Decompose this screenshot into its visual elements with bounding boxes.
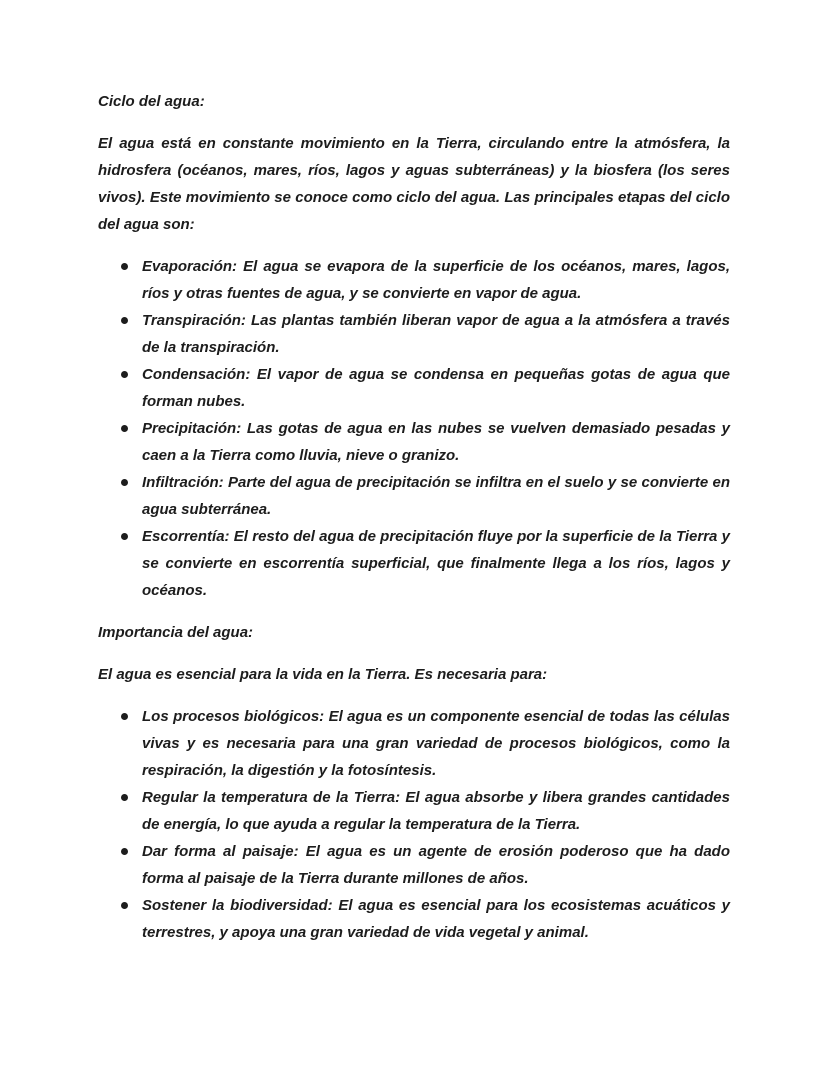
bullet-icon — [121, 533, 128, 540]
list-item-text: Los procesos biológicos: El agua es un componente esencial de todas las células vivas y es necesaria para una gran variedad de procesos biológicos, como la respiración, la digestión y la fotosíntesis. — [142, 708, 730, 779]
list-item-text: Regular la temperatura de la Tierra: El agua absorbe y libera grandes cantidades de energía, lo que ayuda a regular la temperatura de la Tierra. — [142, 789, 730, 833]
bullet-icon — [121, 848, 128, 855]
section-heading-ciclo-del-agua: Ciclo del agua: — [98, 93, 205, 110]
list-item-text: Dar forma al paisaje: El agua es un agente de erosión poderoso que ha dado forma al paisaje de la Tierra durante millones de años. — [142, 843, 730, 887]
list-item-sostener-biodiversidad — [98, 892, 730, 946]
list-item-text: Evaporación: El agua se evapora de la superficie de los océanos, mares, lagos, ríos y otras fuentes de agua, y se convierte en vapor de agua. — [142, 258, 730, 302]
bullet-icon — [121, 902, 128, 909]
list-item-text: Sostener la biodiversidad: El agua es esencial para los ecosistemas acuáticos y terrestres, y apoya una gran variedad de vida vegetal y animal. — [142, 897, 730, 941]
list-item-text: Condensación: El vapor de agua se condensa en pequeñas gotas de agua que forman nubes. — [142, 366, 730, 410]
list-item-condensacion — [98, 361, 730, 415]
section-heading-importancia-del-agua: Importancia del agua: — [98, 624, 254, 641]
list-item-text: Precipitación: Las gotas de agua en las nubes se vuelven demasiado pesadas y caen a la Tierra como lluvia, nieve o granizo. — [142, 420, 730, 464]
bullet-icon — [121, 263, 128, 270]
list-item-text: Infiltración: Parte del agua de precipitación se infiltra en el suelo y se convierte en agua subterránea. — [142, 474, 730, 518]
list-item-evaporacion — [98, 253, 730, 307]
list-item-infiltracion — [98, 469, 730, 523]
water-importance-intro-paragraph: El agua es esencial para la vida en la Tierra. Es necesaria para: — [98, 666, 548, 683]
list-item-text: Escorrentía: El resto del agua de precipitación fluye por la superficie de la Tierra y se convierte en escorrentía superficial, que finalmente llega a los ríos, lagos y océanos. — [142, 528, 730, 599]
bullet-icon — [121, 317, 128, 324]
list-item-dar-forma-paisaje — [98, 838, 730, 892]
water-importance-list — [98, 703, 730, 946]
list-item-precipitacion — [98, 415, 730, 469]
list-item-text: Transpiración: Las plantas también liberan vapor de agua a la atmósfera a través de la transpiración. — [142, 312, 730, 356]
bullet-icon — [121, 794, 128, 801]
water-cycle-stages-list — [98, 253, 730, 604]
list-item-procesos-biologicos — [98, 703, 730, 784]
bullet-icon — [121, 425, 128, 432]
bullet-icon — [121, 371, 128, 378]
list-item-escorrentia — [98, 523, 730, 604]
bullet-icon — [121, 713, 128, 720]
water-cycle-intro-paragraph: El agua está en constante movimiento en la Tierra, circulando entre la atmósfera, la hidrosfera (océanos, mares, ríos, lagos y aguas subterráneas) y la biosfera (los seres vivos). Este movimiento se conoce como ciclo del agua. Las principales etapas del ciclo del agua son: — [98, 135, 730, 233]
list-item-transpiracion — [98, 307, 730, 361]
list-item-regular-temperatura — [98, 784, 730, 838]
bullet-icon — [121, 479, 128, 486]
